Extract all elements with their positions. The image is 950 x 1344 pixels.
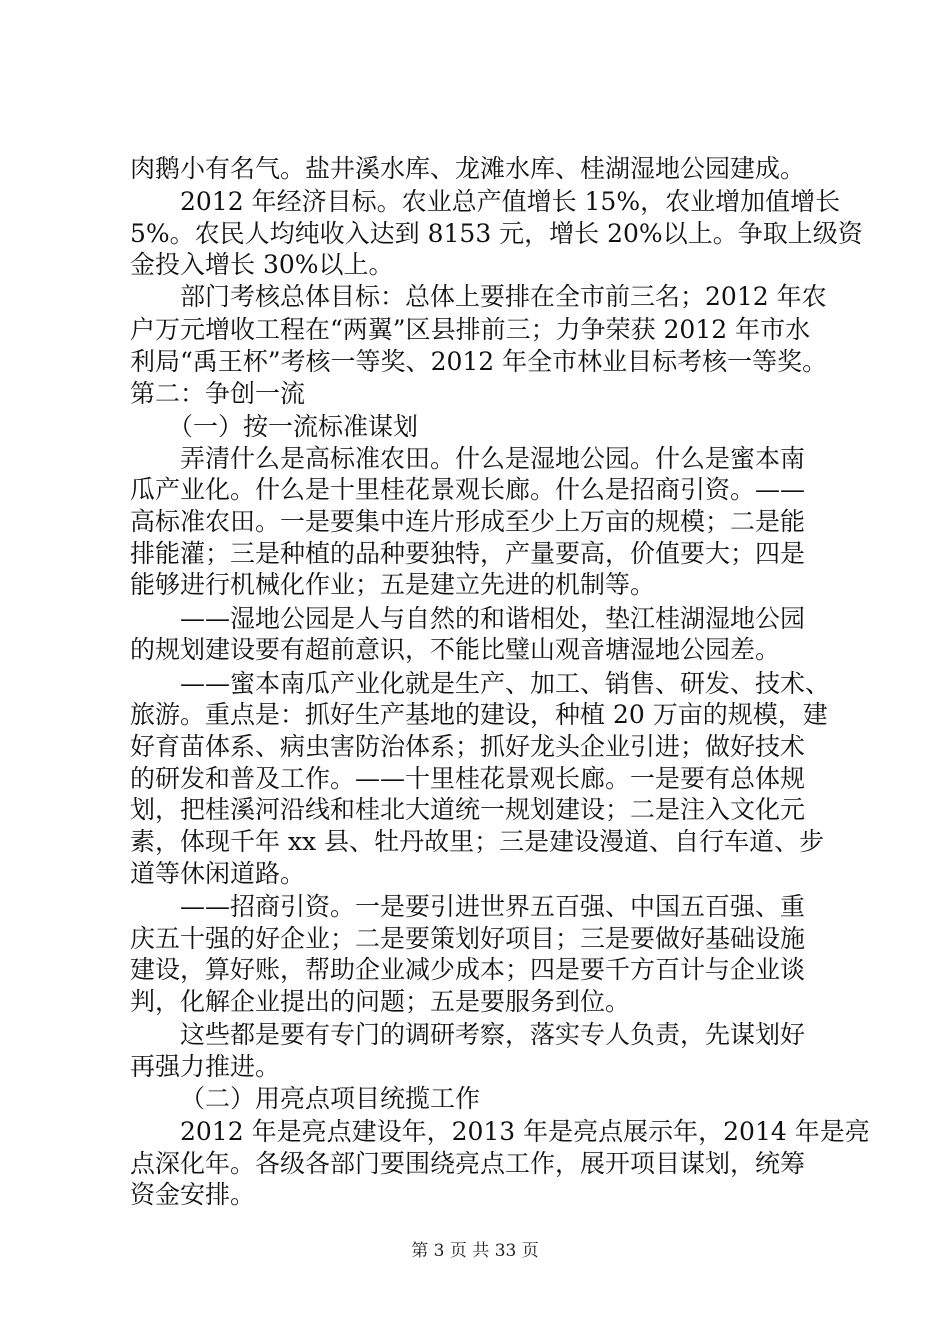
text-line: ——湿地公园是人与自然的和谐相处，垫江桂湖湿地公园 [180,604,806,633]
text-line: 的研发和普及工作。——十里桂花景观长廊。一是要有总体规 [130,764,806,793]
text-line: 部门考核总体目标：总体上要排在全市前三名；2012 年农 [180,282,827,311]
text-line: 户万元增收工程在“两翼”区县排前三；力争荣获 2012 年市水 [130,315,811,344]
text-line: 排能灌；三是种植的品种要独特，产量要高，价值要大；四是 [130,539,806,568]
text-line: 好育苗体系、病虫害防治体系；抓好龙头企业引进；做好技术 [130,732,806,761]
subsection-heading: （一）按一流标准谋划 [168,412,419,441]
text-line: ——招商引资。一是要引进世界五百强、中国五百强、重 [180,892,806,921]
text-line: 点深化年。各级各部门要围绕亮点工作，展开项目谋划，统筹 [130,1149,806,1178]
text-line: 资金安排。 [130,1180,256,1209]
text-line: 利局“禹王杯”考核一等奖、2012 年全市林业目标考核一等奖。 [130,347,828,376]
text-line: 5%。农民人均纯收入达到 8153 元，增长 20%以上。争取上级资 [130,219,863,248]
text-line: 素，体现千年 xx 县、牡丹故里；三是建设漫道、自行车道、步 [130,827,825,856]
text-line: 判，化解企业提出的问题；五是要服务到位。 [130,987,631,1016]
text-line: 的规划建设要有超前意识，不能比璧山观音塘湿地公园差。 [130,635,781,664]
text-line: 道等休闲道路。 [130,859,306,888]
text-line: 这些都是要有专门的调研考察，落实专人负责，先谋划好 [180,1020,806,1049]
text-line: ——蜜本南瓜产业化就是生产、加工、销售、研发、技术、 [180,669,831,698]
text-line: 建设，算好账，帮助企业减少成本；四是要千方百计与企业谈 [130,955,806,984]
text-line: 2012 年是亮点建设年，2013 年是亮点展示年，2014 年是亮 [180,1117,870,1146]
text-line: 再强力推进。 [130,1052,281,1081]
text-line: 能够进行机械化作业；五是建立先进的机制等。 [130,570,656,599]
text-line: 划，把桂溪河沿线和桂北大道统一规划建设；二是注入文化元 [130,795,806,824]
text-line: 金投入增长 30%以上。 [130,250,394,279]
subsection-heading: （二）用亮点项目统揽工作 [180,1084,481,1113]
text-line: 弄清什么是高标准农田。什么是湿地公园。什么是蜜本南 [180,444,806,473]
text-line: 旅游。重点是：抓好生产基地的建设，种植 20 万亩的规模，建 [130,700,828,729]
page-footer: 第 3 页 共 33 页 [411,1241,539,1261]
text-line: 庆五十强的好企业；二是要策划好项目；三是要做好基础设施 [130,924,806,953]
text-line: 肉鹅小有名气。盐井溪水库、龙滩水库、桂湖湿地公园建成。 [130,154,806,183]
text-line: 高标准农田。一是要集中连片形成至少上万亩的规模；二是能 [130,507,806,536]
text-line: 瓜产业化。什么是十里桂花景观长廊。什么是招商引资。—— [130,475,806,504]
text-line: 2012 年经济目标。农业总产值增长 15%，农业增加值增长 [180,187,841,216]
section-heading: 第二：争创一流 [130,379,306,408]
